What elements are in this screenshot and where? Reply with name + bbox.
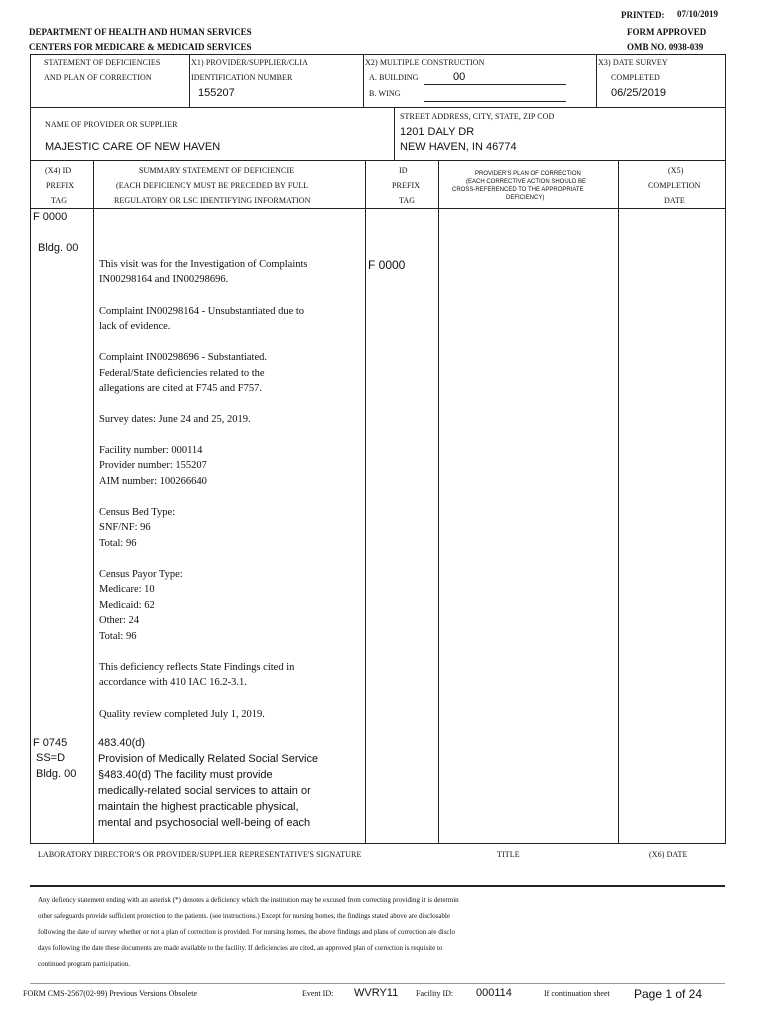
printed-label: PRINTED: [621,10,665,20]
form-number: FORM CMS-2567(02-99) Previous Versions Obsolete [23,989,198,998]
provider-name-value: MAJESTIC CARE OF NEW HAVEN [45,141,221,153]
x3-label-2: COMPLETED [611,73,660,82]
printed-date: 07/10/2019 [677,9,719,19]
address-label: STREET ADDRESS, CITY, STATE, ZIP COD [400,112,555,121]
summary-line: This visit was for the Investigation of Complaints [99,259,308,270]
address-line-2: NEW HAVEN, IN 46774 [400,141,517,153]
building-label: A. BUILDING [369,73,419,82]
facility-id-value: 000114 [476,987,512,999]
x4-header-2: PREFIX [46,181,75,190]
deficiency-line: medically-related social services to attain or [98,785,311,797]
deficiency-line: §483.40(d) The facility must provide [98,769,273,781]
id-prefix-f0000: F 0000 [368,258,406,272]
provider-name-label: NAME OF PROVIDER OR SUPPLIER [45,120,178,129]
provider-id-value: 155207 [198,87,235,99]
form-approved: FORM APPROVED [627,27,707,37]
event-id-value: WVRY11 [354,987,399,999]
disclaimer-line: Any defiency statement ending with an asterisk (*) denotes a deficiency which the institution may be excused from correcting providing it is determin [38,896,459,904]
summary-line: SNF/NF: 96 [99,522,151,533]
statement-label-1: STATEMENT OF DEFICIENCIES [44,58,161,67]
x5-header-1: (X5) [668,166,684,175]
x4-header-1: (X4) ID [45,166,72,175]
dept-title: DEPARTMENT OF HEALTH AND HUMAN SERVICES [29,27,252,37]
x3-label-1: X3) DATE SURVEY [598,58,668,67]
building-tag-1: Bldg. 00 [38,242,79,254]
wing-label: B. WING [369,89,401,98]
continuation-label: If continuation sheet [544,989,610,998]
survey-date-value: 06/25/2019 [611,87,667,99]
centers-title: CENTERS FOR MEDICARE & MEDICAID SERVICES [29,42,252,52]
regulation-ref: 483.40(d) [98,737,146,749]
plan-header-4: DEFICIENCY) [506,195,545,201]
plan-header-3: CROSS-REFERENCED TO THE APPROPRIATE [452,187,584,193]
summary-line: Complaint IN00298164 - Unsubstantiated due to [99,306,305,317]
page-number: Page 1 of 24 [634,987,703,1001]
plan-header-2: (EACH CORRECTIVE ACTION SHOULD BE [466,179,587,185]
summary-header-1: SUMMARY STATEMENT OF DEFICIENCIE [139,166,295,175]
building-tag-2: Bldg. 00 [36,768,77,780]
event-id-label: Event ID: [302,989,334,998]
summary-line: Census Payor Type: [99,569,183,580]
summary-line: Complaint IN00298696 - Substantiated. [99,352,267,363]
building-value: 00 [453,71,466,83]
summary-line: allegations are cited at F745 and F757. [99,383,263,394]
disclaimer-line: other safeguards provide sufficient protection to the patients. (see instructions.) Except for nursing homes, the findings stated above are disclosable [38,912,450,920]
summary-line: This deficiency reflects State Findings cited in [99,662,295,673]
summary-line: accordance with 410 IAC 16.2-3.1. [99,677,247,688]
summary-header-3: REGULATORY OR LSC IDENTIFYING INFORMATION [114,196,311,205]
signature-date-label: (X6) DATE [649,850,688,859]
id-header-1: ID [399,166,408,175]
summary-line: Total: 96 [99,538,137,549]
summary-line: Survey dates: June 24 and 25, 2019. [99,414,251,425]
deficiency-line: Provision of Medically Related Social Service [98,753,319,765]
summary-line: AIM number: 100266640 [99,476,207,487]
summary-line: Medicaid: 62 [99,600,155,611]
summary-line: Medicare: 10 [99,584,155,595]
title-label: TITLE [497,850,520,859]
disclaimer-line: following the date of survey whether or not a plan of correction is provided. For nursing homes, the above findings and plans of correction are disclo [38,928,455,936]
plan-header-1: PROVIDER'S PLAN OF CORRECTION [475,171,581,177]
statement-label-2: AND PLAN OF CORRECTION [44,73,152,82]
id-header-2: PREFIX [392,181,421,190]
disclaimer-line: days following the date these documents are made available to the facility. If deficiencies are cited, an approved plan of correction is requisite to [38,944,443,952]
x1-label-2: IDENTIFICATION NUMBER [191,73,293,82]
tag-prefix-f0745: F 0745 [33,737,68,749]
summary-line: Census Bed Type: [99,507,176,518]
scope-severity: SS=D [36,752,66,764]
tag-prefix-f0000: F 0000 [33,211,68,223]
summary-line: lack of evidence. [99,321,171,332]
id-header-3: TAG [399,196,416,205]
summary-header-2: (EACH DEFICIENCY MUST BE PRECEDED BY FULL [116,181,309,190]
x5-header-3: DATE [664,196,685,205]
summary-line: Other: 24 [99,615,139,626]
x1-label-1: X1) PROVIDER/SUPPLIER/CLIA [191,58,309,67]
x5-header-2: COMPLETION [648,181,701,190]
deficiency-line: mental and psychosocial well-being of each [98,817,311,829]
summary-line: Federal/State deficiencies related to the [99,368,265,379]
facility-id-label: Facility ID: [416,989,454,998]
summary-line: Provider number: 155207 [99,460,207,471]
summary-line: Total: 96 [99,631,137,642]
signature-label: LABORATORY DIRECTOR'S OR PROVIDER/SUPPLIER REPRESENTATIVE'S SIGNATURE [38,850,362,859]
deficiency-line: maintain the highest practicable physical, [98,801,299,813]
summary-line: IN00298164 and IN00298696. [99,274,229,285]
disclaimer-line: continued program participation. [38,960,130,968]
summary-line: Quality review completed July 1, 2019. [99,709,265,720]
x2-label: X2) MULTIPLE CONSTRUCTION [365,58,485,67]
omb-number: OMB NO. 0938-039 [627,42,704,52]
summary-line: Facility number: 000114 [99,445,203,456]
address-line-1: 1201 DALY DR [400,126,475,138]
x4-header-3: TAG [51,196,68,205]
